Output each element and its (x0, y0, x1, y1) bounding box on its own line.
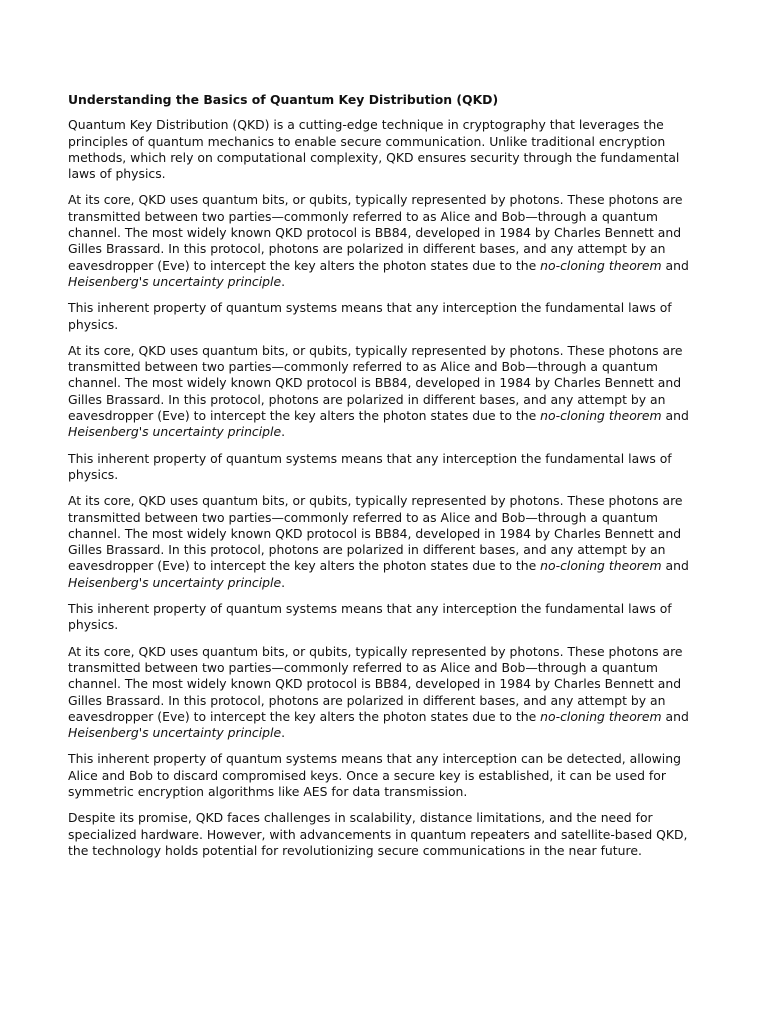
uncertainty-term: Heisenberg's uncertainty principle (68, 273, 282, 289)
no-cloning-term: no-cloning theorem (540, 408, 662, 424)
core-end: . (281, 424, 286, 440)
core-end: . (281, 273, 286, 289)
detection-paragraph: This inherent property of quantum systems means that any interception can be detected, allowing Alice and Bob to discard compromised keys. Once a secure key is established, it can be used for symmetric encryption algorithms like AES for data transmission. (68, 751, 681, 799)
core-text: At its core, QKD uses quantum bits, or qubits, typically represented by photons. These photons are transmitted between two parties—commonly referred to as Alice and Bob—through a quantum channel. The most widely known QKD protocol is BB84, developed in 1984 by Charles Bennett and Gilles Brassard. In this protocol, photons are polarized in different bases, and any attempt by an eavesdropper (Eve) to intercept the key alters the photon states due to the (68, 192, 683, 273)
core-paragraph-4 (68, 644, 700, 742)
uncertainty-term: Heisenberg's uncertainty principle (68, 424, 282, 440)
closing-paragraph: Despite its promise, QKD faces challenges in scalability, distance limitations, and the need for specialized hardware. However, with advancements in quantum repeaters and satellite-based QKD, the technology holds potential for revolutionizing secure communications in the near future. (68, 810, 688, 858)
property-paragraph-3: This inherent property of quantum systems means that any interception the fundamental laws of physics. (68, 601, 672, 633)
core-end: . (281, 725, 286, 741)
uncertainty-term: Heisenberg's uncertainty principle (68, 574, 282, 590)
core-paragraph-1 (68, 192, 700, 290)
uncertainty-term: Heisenberg's uncertainty principle (68, 725, 282, 741)
core-conjunction: and (661, 257, 689, 273)
core-text: At its core, QKD uses quantum bits, or qubits, typically represented by photons. These photons are transmitted between two parties—commonly referred to as Alice and Bob—through a quantum channel. The most widely known QKD protocol is BB84, developed in 1984 by Charles Bennett and Gilles Brassard. In this protocol, photons are polarized in different bases, and any attempt by an eavesdropper (Eve) to intercept the key alters the photon states due to the (68, 342, 683, 424)
property-paragraph-1: This inherent property of quantum systems means that any interception the fundamental laws of physics. (68, 300, 672, 332)
no-cloning-term: no-cloning theorem (540, 708, 662, 724)
intro-paragraph: Quantum Key Distribution (QKD) is a cutting-edge technique in cryptography that leverages the principles of quantum mechanics to enable secure communication. Unlike traditional encryption methods, which rely on computational complexity, QKD ensures security through the fundamental laws of physics. (68, 117, 680, 182)
no-cloning-term: no-cloning theorem (540, 257, 662, 273)
core-end: . (281, 574, 286, 590)
document-body (68, 92, 700, 869)
core-conjunction: and (661, 558, 689, 574)
core-conjunction: and (661, 708, 689, 724)
core-paragraph-3 (68, 493, 700, 591)
core-conjunction: and (661, 408, 689, 424)
core-paragraph-2 (68, 343, 700, 441)
core-text: At its core, QKD uses quantum bits, or qubits, typically represented by photons. These photons are transmitted between two parties—commonly referred to as Alice and Bob—through a quantum channel. The most widely known QKD protocol is BB84, developed in 1984 by Charles Bennett and Gilles Brassard. In this protocol, photons are polarized in different bases, and any attempt by an eavesdropper (Eve) to intercept the key alters the photon states due to the (68, 493, 683, 574)
property-paragraph-2: This inherent property of quantum systems means that any interception the fundamental laws of physics. (68, 450, 672, 482)
document-title: Understanding the Basics of Quantum Key Distribution (QKD) (68, 92, 499, 107)
core-text: At its core, QKD uses quantum bits, or qubits, typically represented by photons. These photons are transmitted between two parties—commonly referred to as Alice and Bob—through a quantum channel. The most widely known QKD protocol is BB84, developed in 1984 by Charles Bennett and Gilles Brassard. In this protocol, photons are polarized in different bases, and any attempt by an eavesdropper (Eve) to intercept the key alters the photon states due to the (68, 643, 683, 724)
no-cloning-term: no-cloning theorem (540, 558, 662, 574)
